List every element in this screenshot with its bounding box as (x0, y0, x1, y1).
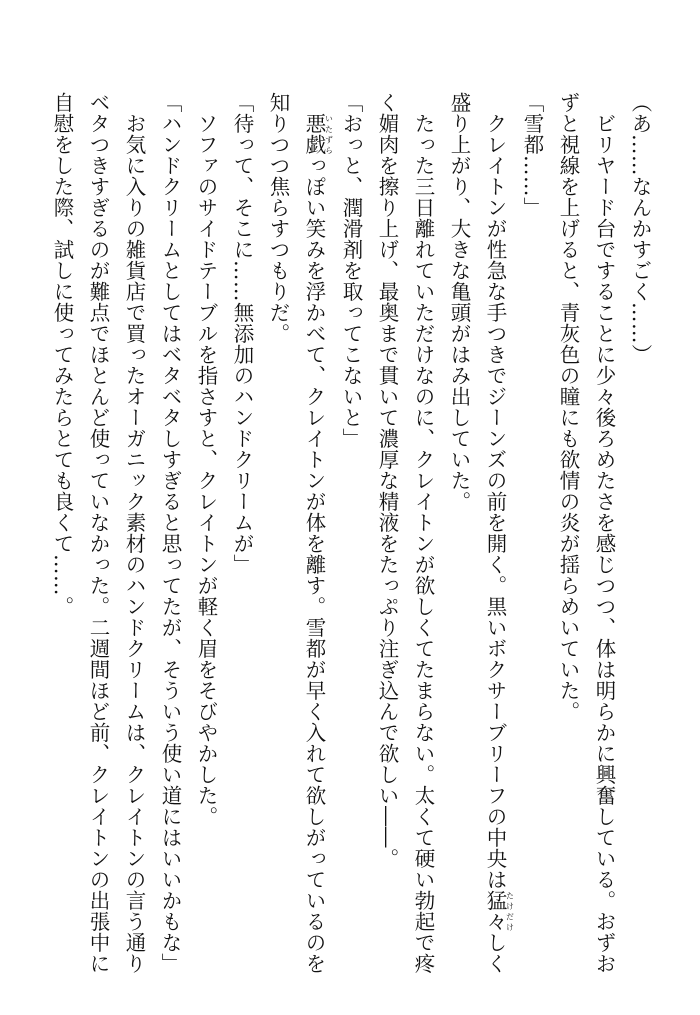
ruby-base: 猛々 (483, 890, 507, 932)
text-segment: っぽい笑みを浮かべて、クレイトンが体を離す。雪都が早く入れて欲しがっているのを (302, 155, 326, 974)
text-segment: クレイトンが性急な手つきでジーンズの前を開く。黒いボクサーブリーフの中央は (483, 92, 507, 890)
text-line (296, 92, 333, 992)
vertical-text-block (44, 92, 658, 992)
text-line: 「雪都……」 (520, 92, 544, 218)
text-line: お気に入りの雑貨店で買ったオーガニック素材のハンドクリームは、クレイトンの言う通り (122, 92, 146, 974)
text-line: ずと視線を上げると、青灰色の瞳にも欲情の炎が揺らめいていた。 (556, 92, 580, 722)
text-line: 「おっと、潤滑剤を取ってこないと」 (339, 92, 363, 449)
text-line: ソファのサイドテーブルを指さすと、クレイトンが軽く眉をそびやかした。 (194, 92, 218, 827)
text-line: （あ……なんかすごく……） (628, 92, 652, 365)
text-line (477, 92, 514, 992)
text-line: 知りつつ焦らすつもりだ。 (266, 92, 290, 344)
ruby-base: 悪戯 (302, 113, 326, 155)
text-line: く媚肉を擦り上げ、最奥まで貫いて濃厚な精液をたっぷり注ぎ込んで欲しい――。 (375, 92, 399, 869)
ruby-reading: たけだけ (505, 890, 515, 932)
text-line: たった三日離れていただけなのに、クレイトンが欲しくてたまらない。太くて硬い勃起で疼 (411, 92, 435, 974)
text-line: 「ハンドクリームとしてはベタベタしすぎると思ってたが、そういう使い道にはいいかもな」 (158, 92, 182, 974)
text-segment: しく (483, 932, 507, 974)
text-line: ビリヤード台ですることに少々後ろめたさを感じつつ、体は明らかに興奮している。おずお (592, 92, 616, 974)
ruby-reading: いたずら (324, 113, 334, 155)
text-segment (302, 92, 326, 113)
ruby-annotated-word (302, 113, 334, 155)
text-line: ベタつきすぎるのが難点でほとんど使っていなかった。二週間ほど前、クレイトンの出張中に (86, 92, 110, 974)
text-line: 自慰をした際、試しに使ってみたらとても良くて……。 (50, 92, 74, 617)
text-line: 「待って、そこに……無添加のハンドクリームが」 (230, 92, 254, 575)
ruby-annotated-word (483, 890, 515, 932)
text-line: 盛り上がり、大きな亀頭がはみ出していた。 (447, 92, 471, 512)
